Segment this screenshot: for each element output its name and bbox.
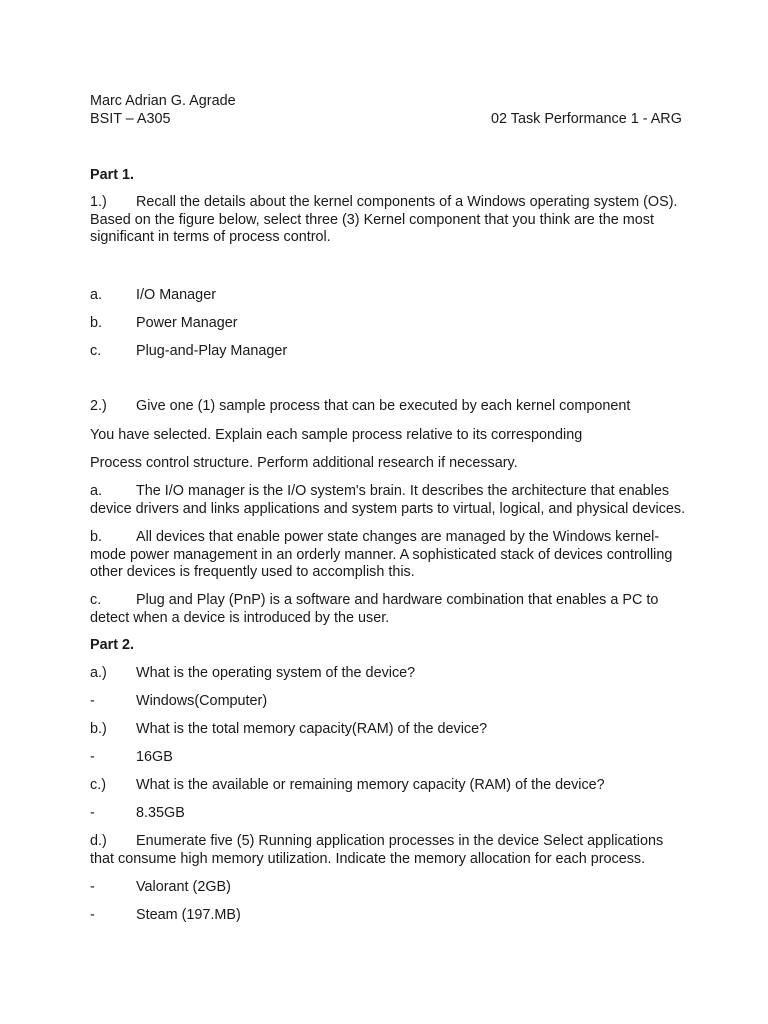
part2-answer-d-1 xyxy=(90,879,231,897)
choice-a-marker: a. xyxy=(90,287,103,303)
part2-question-b-marker: b.) xyxy=(90,721,107,737)
part2-answer-a xyxy=(90,693,267,711)
question-1 xyxy=(90,194,690,247)
question-2-line-3: Process control structure. Perform additional research if necessary. xyxy=(90,455,518,471)
choice-c-marker: c. xyxy=(90,343,102,359)
part2-answer-c xyxy=(90,805,185,823)
question-2-line-2: You have selected. Explain each sample process relative to its corresponding xyxy=(90,427,583,443)
part1-heading: Part 1. xyxy=(90,167,134,183)
part2-answer-d-2 xyxy=(90,907,241,925)
part2-question-d-text: Enumerate five (5) Running application processes in the device Select applications that consume high memory utilization. Indicate the memory allocation for each process. xyxy=(90,833,664,867)
part2-question-d-marker: d.) xyxy=(90,833,107,849)
answer-b-text: All devices that enable power state changes are managed by the Windows kernel-mode power management in an orderly manner. A sophisticated stack of devices controlling other devices is frequently used to accomplish this. xyxy=(90,529,673,580)
answer-a-text: The I/O manager is the I/O system's brain. It describes the architecture that enables device drivers and links applications and system parts to virtual, logical, and physical devices. xyxy=(90,483,686,517)
part2-question-c-marker: c.) xyxy=(90,777,106,793)
question-1-text: Recall the details about the kernel components of a Windows operating system (OS). Based on the figure below, select three (3) Kernel component that you think are the most significant in terms of process control. xyxy=(90,194,678,245)
part2-answer-c-marker: - xyxy=(90,805,95,821)
part2-question-a-text: What is the operating system of the device? xyxy=(136,665,416,681)
question-2-line-1: Give one (1) sample process that can be executed by each kernel component xyxy=(136,398,631,414)
part2-question-d xyxy=(90,833,690,868)
answer-b-marker: b. xyxy=(90,529,103,545)
part2-answer-b xyxy=(90,749,173,767)
answer-a-marker: a. xyxy=(90,483,103,499)
part2-question-c-text: What is the available or remaining memory capacity (RAM) of the device? xyxy=(136,777,605,793)
part2-answer-b-marker: - xyxy=(90,749,95,765)
part2-answer-d-1-text: Valorant (2GB) xyxy=(136,879,231,895)
answer-c-text: Plug and Play (PnP) is a software and hardware combination that enables a PC to detect when a device is introduced by the user. xyxy=(90,592,659,626)
part2-question-a xyxy=(90,665,415,683)
choice-c-text: Plug-and-Play Manager xyxy=(136,343,288,359)
part2-question-b xyxy=(90,721,487,739)
answer-b xyxy=(90,529,690,582)
part2-question-c xyxy=(90,777,605,795)
question-2 xyxy=(90,398,630,416)
answer-c-marker: c. xyxy=(90,592,102,608)
choice-a-text: I/O Manager xyxy=(136,287,216,303)
class-section: BSIT – A305 xyxy=(90,111,171,127)
part2-answer-d-2-marker: - xyxy=(90,907,95,923)
part2-answer-a-marker: - xyxy=(90,693,95,709)
part2-answer-c-text: 8.35GB xyxy=(136,805,185,821)
answer-a xyxy=(90,483,690,518)
question-1-marker: 1.) xyxy=(90,194,107,210)
question-2-marker: 2.) xyxy=(90,398,107,414)
part2-answer-d-2-text: Steam (197.MB) xyxy=(136,907,241,923)
task-title: 02 Task Performance 1 - ARG xyxy=(491,111,682,127)
choice-b xyxy=(90,315,238,333)
part2-answer-d-1-marker: - xyxy=(90,879,95,895)
part2-heading: Part 2. xyxy=(90,637,134,653)
part2-question-b-text: What is the total memory capacity(RAM) of the device? xyxy=(136,721,488,737)
choice-b-marker: b. xyxy=(90,315,103,331)
part2-question-a-marker: a.) xyxy=(90,665,107,681)
choice-c xyxy=(90,343,287,361)
choice-b-text: Power Manager xyxy=(136,315,238,331)
answer-c xyxy=(90,592,690,627)
part2-answer-a-text: Windows(Computer) xyxy=(136,693,268,709)
choice-a xyxy=(90,287,216,305)
part2-answer-b-text: 16GB xyxy=(136,749,173,765)
author-name: Marc Adrian G. Agrade xyxy=(90,93,236,109)
